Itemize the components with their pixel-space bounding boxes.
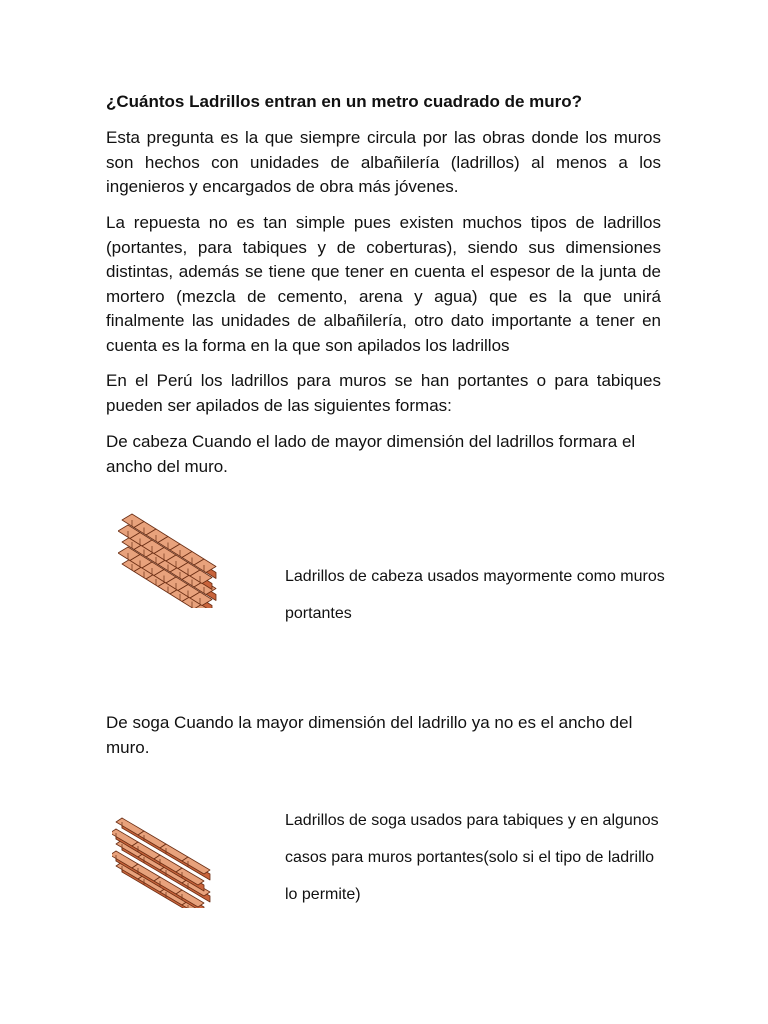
brick-wall-stretcher-icon bbox=[112, 812, 220, 908]
paragraph-de-cabeza: De cabeza Cuando el lado de mayor dimensión del ladrillos formara el ancho del muro. bbox=[106, 432, 636, 476]
figure-caption-soga: Ladrillos de soga usados para tabiques y en algunos casos para muros portantes(solo si el tipo de ladrillo lo permite) bbox=[285, 812, 659, 903]
paragraph-answer: La repuesta no es tan simple pues existen muchos tipos de ladrillos (portantes, para tabiques y de coberturas), siendo sus dimensiones distintas, además se tiene que tener en cuenta el espesor de la junta de mortero (mezcla de cemento, arena y agua) que es la que unirá finalmente las unidades de albañilería, otro dato importante a tener en cuenta es la forma en la que son apilados los ladrillos bbox=[106, 213, 661, 355]
paragraph-peru: En el Perú los ladrillos para muros se han portantes o para tabiques pueden ser apilados de las siguientes formas: bbox=[106, 371, 661, 415]
figure-caption-cabeza: Ladrillos de cabeza usados mayormente como muros portantes bbox=[285, 568, 665, 622]
brick-wall-header-icon bbox=[118, 510, 234, 608]
page-title: ¿Cuántos Ladrillos entran en un metro cuadrado de muro? bbox=[106, 92, 583, 111]
paragraph-de-soga: De soga Cuando la mayor dimensión del ladrillo ya no es el ancho del muro. bbox=[106, 713, 633, 757]
paragraph-intro: Esta pregunta es la que siempre circula por las obras donde los muros son hechos con unidades de albañilería (ladrillos) al menos a los ingenieros y encargados de obra más jóvenes. bbox=[106, 128, 661, 196]
